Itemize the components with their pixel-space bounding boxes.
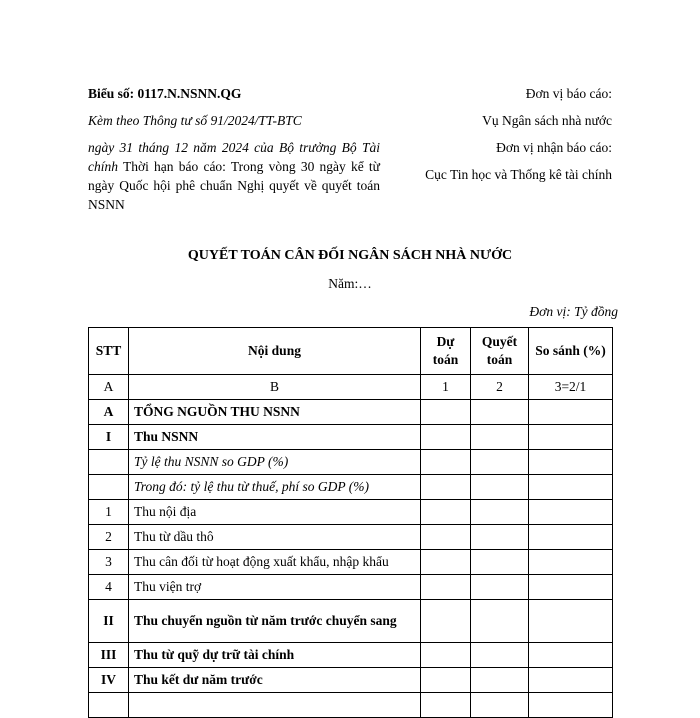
row-comparison	[529, 450, 613, 475]
row-comparison	[529, 475, 613, 500]
row-estimate	[421, 450, 471, 475]
row-comparison	[529, 550, 613, 575]
row-final	[471, 450, 529, 475]
row-final	[471, 525, 529, 550]
index-a: A	[89, 375, 129, 400]
row-stt	[89, 475, 129, 500]
row-estimate	[421, 525, 471, 550]
header-stt: STT	[89, 328, 129, 375]
report-deadline: Thời hạn báo cáo: Trong vòng 30 ngày kể từ ngày Quốc hội phê chuẩn Nghị quyết về quyết toán NSNN	[88, 159, 380, 212]
table-row	[89, 500, 613, 525]
row-content: Thu kết dư năm trước	[129, 668, 421, 693]
row-stt: IV	[89, 668, 129, 693]
issue-date-and-deadline	[88, 138, 380, 214]
row-stt: 4	[89, 575, 129, 600]
header-comparison: So sánh (%)	[529, 328, 613, 375]
row-final	[471, 475, 529, 500]
row-comparison	[529, 575, 613, 600]
row-estimate	[421, 643, 471, 668]
receiving-unit-label: Đơn vị nhận báo cáo:	[496, 140, 612, 155]
row-content: TỔNG NGUỒN THU NSNN	[129, 400, 421, 425]
index-2: 2	[471, 375, 529, 400]
document-title: QUYẾT TOÁN CÂN ĐỐI NGÂN SÁCH NHÀ NƯỚC	[187, 248, 513, 263]
row-estimate	[421, 400, 471, 425]
row-final	[471, 425, 529, 450]
row-stt	[89, 693, 129, 718]
row-comparison	[529, 425, 613, 450]
row-content: Thu từ dầu thô	[129, 525, 421, 550]
table-row	[89, 693, 613, 718]
row-content: Thu cân đối từ hoạt động xuất khẩu, nhập khẩu	[129, 550, 421, 575]
row-final	[471, 600, 529, 643]
row-final	[471, 500, 529, 525]
row-stt	[89, 450, 129, 475]
reporting-unit-label: Đơn vị báo cáo:	[525, 86, 612, 101]
receiving-unit: Cục Tin học và Thống kê tài chính	[425, 167, 612, 182]
form-header-left	[88, 84, 380, 214]
reporting-unit: Vụ Ngân sách nhà nước	[482, 113, 612, 128]
table-row	[89, 600, 613, 643]
table-row	[89, 550, 613, 575]
row-estimate	[421, 500, 471, 525]
row-estimate	[421, 575, 471, 600]
row-comparison	[529, 643, 613, 668]
row-stt: 1	[89, 500, 129, 525]
form-header-right	[412, 84, 612, 184]
row-comparison	[529, 525, 613, 550]
row-estimate	[421, 425, 471, 450]
table-row	[89, 525, 613, 550]
table-row	[89, 668, 613, 693]
row-final	[471, 575, 529, 600]
form-code: Biểu số: 0117.N.NSNN.QG	[88, 86, 242, 101]
row-content: Thu NSNN	[129, 425, 421, 450]
row-stt: II	[89, 600, 129, 643]
row-content: Thu từ quỹ dự trữ tài chính	[129, 643, 421, 668]
row-content: Trong đó: tỷ lệ thu từ thuế, phí so GDP (%)	[129, 475, 421, 500]
row-content: Tỷ lệ thu NSNN so GDP (%)	[129, 450, 421, 475]
row-estimate	[421, 550, 471, 575]
row-estimate	[421, 475, 471, 500]
row-comparison	[529, 600, 613, 643]
header-final: Quyết toán	[471, 328, 529, 375]
row-stt: A	[89, 400, 129, 425]
index-1: 1	[421, 375, 471, 400]
row-stt: III	[89, 643, 129, 668]
row-stt: 2	[89, 525, 129, 550]
row-stt: 3	[89, 550, 129, 575]
row-final	[471, 400, 529, 425]
row-final	[471, 550, 529, 575]
row-comparison	[529, 400, 613, 425]
table-header-row	[89, 328, 613, 375]
table-row	[89, 475, 613, 500]
row-estimate	[421, 693, 471, 718]
table-row	[89, 450, 613, 475]
table-row	[89, 643, 613, 668]
row-comparison	[529, 693, 613, 718]
report-year: Năm:…	[328, 276, 372, 291]
currency-unit: Đơn vị: Tỷ đồng	[529, 304, 618, 319]
row-final	[471, 693, 529, 718]
row-comparison	[529, 500, 613, 525]
row-content: Thu nội địa	[129, 500, 421, 525]
column-index-row	[89, 375, 613, 400]
row-final	[471, 643, 529, 668]
table-row	[89, 425, 613, 450]
row-content	[129, 693, 421, 718]
header-estimate: Dự toán	[421, 328, 471, 375]
budget-balance-table	[88, 327, 613, 718]
row-content: Thu viện trợ	[129, 575, 421, 600]
circular-reference: Kèm theo Thông tư số 91/2024/TT-BTC	[88, 113, 302, 128]
row-stt: I	[89, 425, 129, 450]
row-content: Thu chuyển nguồn từ năm trước chuyển sang	[129, 600, 421, 643]
table-row	[89, 400, 613, 425]
index-b: B	[129, 375, 421, 400]
row-final	[471, 668, 529, 693]
row-estimate	[421, 600, 471, 643]
row-comparison	[529, 668, 613, 693]
header-content: Nội dung	[129, 328, 421, 375]
row-estimate	[421, 668, 471, 693]
issue-date: ngày 31 tháng 12 năm 2024 của Bộ trưởng Bộ Tài chính	[88, 140, 380, 174]
table-row	[89, 575, 613, 600]
index-3: 3=2/1	[529, 375, 613, 400]
